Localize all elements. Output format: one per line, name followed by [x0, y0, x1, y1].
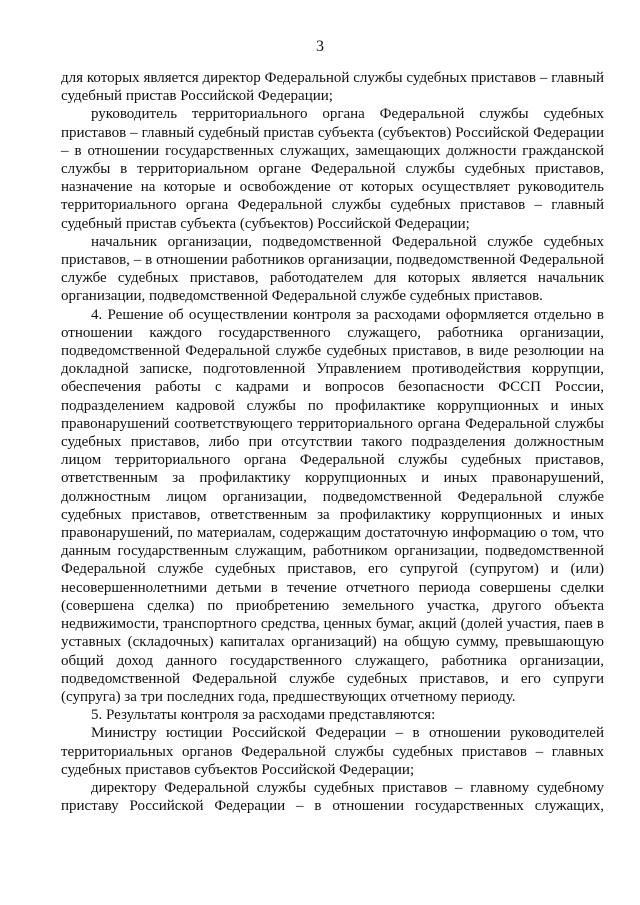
paragraph-item-4: 4. Решение об осуществлении контроля за расходами оформляется отдельно в отношении каждого государственного служащего, работника организации, подведомственной Федеральной службе судебных приставов, в виде резолюции на докладной записке, подготовленной Управлением противодействия коррупции, обеспечения работы с кадрами и вопросов безопасности ФССП России, подразделением кадровой службы по профилактике коррупционных и иных правонарушений соответствующего территориального органа Федеральной службы судебных приставов, либо при отсутствии такого подразделения должностным лицом территориального органа Федеральной службы судебных приставов, ответственным за профилактику коррупционных и иных правонарушений, должностным лицом организации, подведомственной Федеральной службе судебных приставов, ответственным за профилактику коррупционных и иных правонарушений, по материалам, содержащим достаточную информацию о том, что данным государственным служащим, работником организации, подведомственной Федеральной службе судебных приставов, его супругой (супругом) и (или) несовершеннолетними детьми в течение отчетного периода совершены сделки (совершена сделка) по приобретению земельного участка, другого объекта недвижимости, транспортного средства, ценных бумаг, акций (долей участия, паев в уставных (складочных) капиталах организаций) на общую сумму, превышающую общий доход данного государственного служащего, работника организации, подведомственной Федеральной службе судебных приставов, и его супруги (супруга) за три последних года, предшествующих отчетному периоду.	[61, 306, 604, 705]
document-body	[61, 69, 604, 815]
page-number: 3	[316, 38, 324, 55]
paragraph-organization-head: начальник организации, подведомственной Федеральной службе судебных приставов, – в отношении работников организации, подведомственной Федеральной службе судебных приставов, работодателем для которых является начальник организации, подведомственной Федеральной службе судебных приставов.	[61, 233, 604, 305]
paragraph-continuation: для которых является директор Федеральной службы судебных приставов – главный судебный пристав Российской Федерации;	[61, 70, 604, 105]
paragraph-item-5: 5. Результаты контроля за расходами представляются:	[91, 707, 436, 724]
paragraph-director: директору Федеральной службы судебных приставов – главному судебному приставу Российской Федерации – в отношении государственных служащих,	[61, 779, 604, 815]
paragraph-territorial-head: руководитель территориального органа Федеральной службы судебных приставов – главный судебный пристав субъекта (субъектов) Российской Федерации – в отношении государственных служащих, замещающих должности гражданской службы в территориальном органе Федеральной службы судебных приставов, назначение на которые и освобождение от которых осуществляет руководитель территориального органа Федеральной службы судебных приставов – главный судебный пристав субъекта (субъектов) Российской Федерации;	[61, 106, 604, 232]
paragraph-minister: Министру юстиции Российской Федерации – в отношении руководителей территориальных органов Федеральной службы судебных приставов – главных судебных приставов субъектов Российской Федерации;	[61, 725, 604, 778]
